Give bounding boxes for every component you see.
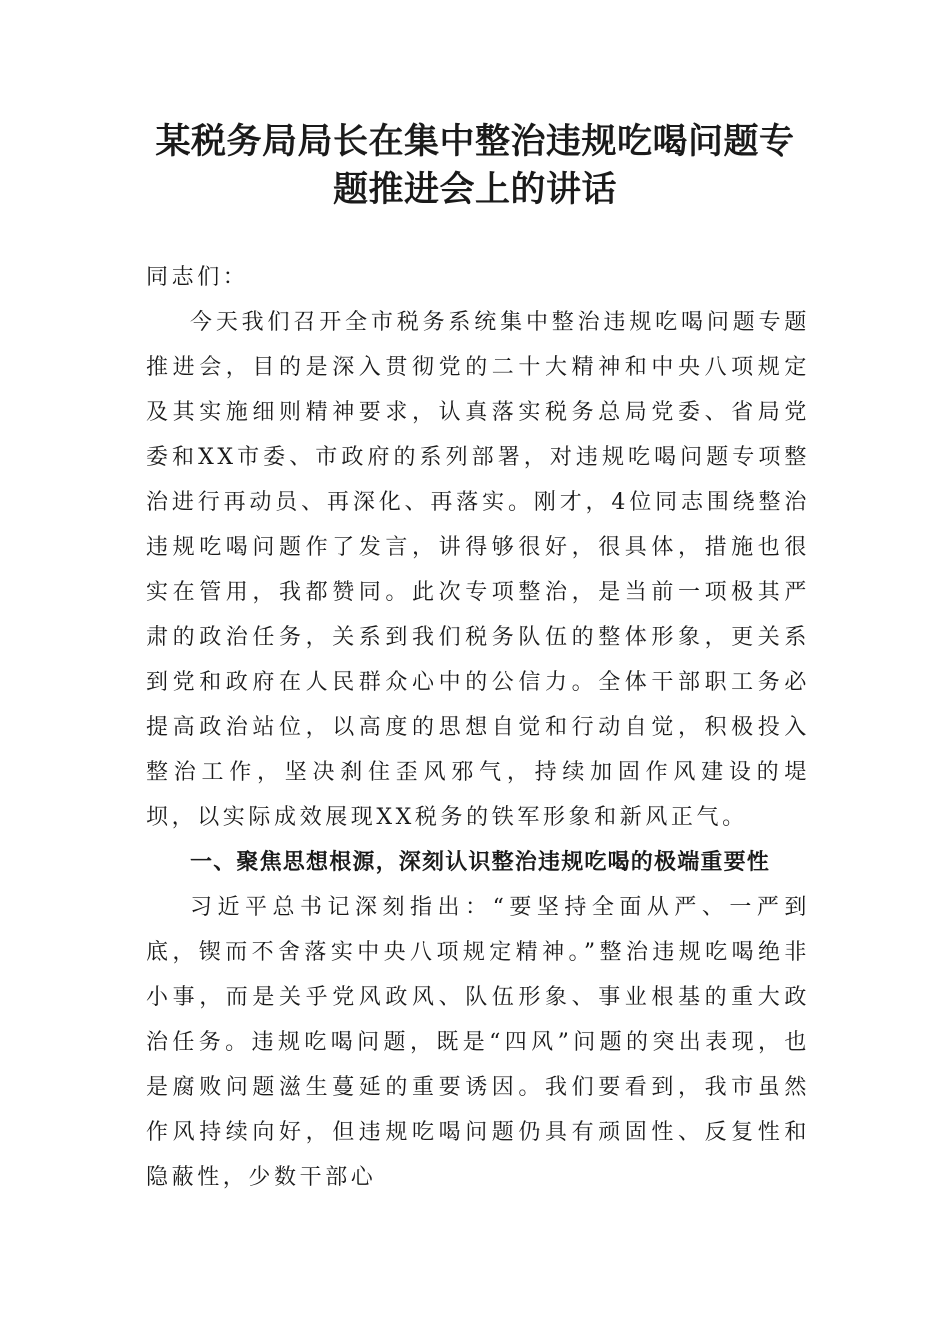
salutation: 同志们： xyxy=(146,265,249,290)
document-title: 某税务局局长在集中整治违规吃喝问题专题推进会上的讲话 xyxy=(155,121,795,210)
paragraph-section-1: 习近平总书记深刻指出：“要坚持全面从严、一严到底，锲而不舍落实中央八项规定精神。”整治违规吃喝绝非小事，而是关乎党风政风、队伍形象、事业根基的重大政治任务。违规吃喝问题，既是“四风”问题的突出表现，也是腐败问题滋生蔓延的重要诱因。我们要看到，我市虽然作风持续向好，但违规吃喝问题仍具有顽固性、反复性和隐蔽性，少数干部心 xyxy=(146,895,810,1190)
paragraph-intro: 今天我们召开全市税务系统集中整治违规吃喝问题专题推进会，目的是深入贯彻党的二十大精神和中央八项规定及其实施细则精神要求，认真落实税务总局党委、省局党委和XX市委、市政府的系列部署，对违规吃喝问题专项整治进行再动员、再深化、再落实。刚才，4位同志围绕整治违规吃喝问题作了发言，讲得够很好，很具体，措施也很实在管用，我都赞同。此次专项整治，是当前一项极其严肃的政治任务，关系到我们税务队伍的整体形象，更关系到党和政府在人民群众心中的公信力。全体干部职工务必提高政治站位，以高度的思想自觉和行动自觉，积极投入整治工作，坚决刹住歪风邪气，持续加固作风建设的堤坝，以实际成效展现XX税务的铁军形象和新风正气。 xyxy=(146,310,810,830)
document-body xyxy=(146,255,810,1200)
section-heading-1: 一、聚焦思想根源，深刻认识整治违规吃喝的极端重要性 xyxy=(190,850,771,875)
